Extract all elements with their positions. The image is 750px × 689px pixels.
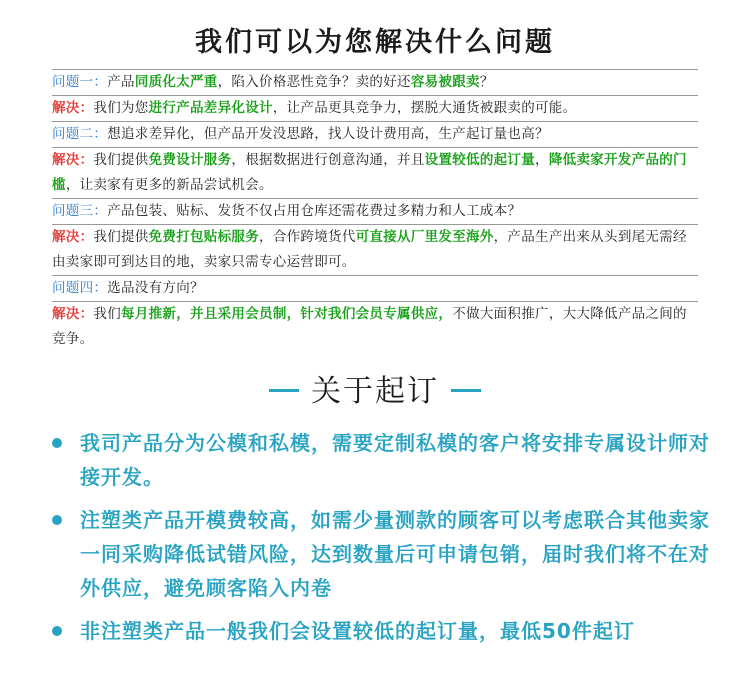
question-label: 问题四： [52,280,108,296]
question-2 [52,122,698,147]
answer-4 [52,302,698,352]
qa-list [52,69,698,352]
question-3 [52,199,698,224]
question-label: 问题三： [52,203,108,219]
list-item-text: 注塑类产品开模费较高，如需少量测款的顾客可以考虑联合其他卖家一同采购降低试错风险，达到数量后可申请包销，届时我们将不在对外供应，避免顾客陷入内卷 [80,508,710,600]
answer-text: 我们提供 [93,152,149,168]
answer-label: 解决： [52,152,94,168]
list-item-text: 我司产品分为公模和私模，需要定制私模的客户将安排专属设计师对接开发。 [80,431,710,489]
answer-text: ，合作跨境货代 [259,229,356,245]
question-text: 产品包装、贴标、发货不仅占用仓库还需花费过多精力和人工成本？ [107,203,522,219]
bullet-dot-icon [52,626,62,636]
list-item [52,614,712,648]
answer-highlight: 降低卖家开发产品的门槛 [52,152,687,193]
list-item [52,503,712,605]
answer-highlight: 免费打包贴标服务 [148,229,260,245]
question-1 [52,70,698,95]
answer-text: ，根据数据进行创意沟通，并且 [231,152,425,168]
bullet-dot-icon [52,438,62,448]
question-text: 选品没有方向？ [107,280,204,296]
bullet-list [52,426,712,657]
answer-text: ，产品生产出来从头到尾无需经由卖家即可到达目的地，卖家只需专心运营即可。 [52,229,687,270]
section-title-text: 关于起订 [311,374,439,409]
answer-text: 我们为您 [93,100,149,116]
answer-highlight: 每月推新，并且采用会员制，针对我们会员专属供应， [121,306,453,322]
answer-highlight: 设置较低的起订量 [424,152,536,168]
answer-highlight: 免费设计服务 [148,152,232,168]
question-4 [52,276,698,301]
question-text: ，陷入价格恶性竞争？卖的好还 [217,74,411,90]
answer-text: ，让产品更具竞争力，摆脱大通货被跟卖的可能。 [272,100,577,116]
section-title [0,366,750,410]
answer-text: 我们 [93,306,122,322]
answer-highlight: 可直接从厂里发至海外 [355,229,494,245]
question-text: 想追求差异化，但产品开发没思路，找人设计费用高，生产起订量也高？ [107,126,549,142]
answer-text: 我们提供 [93,229,149,245]
answer-label: 解决： [52,306,94,322]
question-text: 产品 [107,74,135,90]
question-text: ？ [479,74,494,90]
title-dash-right [451,389,481,392]
page-title: 我们可以为您解决什么问题 [195,27,555,58]
answer-text: ，让卖家有更多的新品尝试机会。 [65,177,273,193]
answer-text: ， [535,152,549,168]
question-highlight: 容易被跟卖 [410,74,480,90]
list-item [52,426,712,494]
question-label: 问题二： [52,126,108,142]
answer-3 [52,225,698,275]
answer-label: 解决： [52,229,94,245]
question-highlight: 同质化太严重 [134,74,218,90]
answer-2 [52,148,698,198]
answer-text: 不做大面积推广，大大降低产品之间的竞争。 [52,306,687,347]
question-label: 问题一： [52,74,108,90]
bullet-dot-icon [52,515,62,525]
list-item-text: 非注塑类产品一般我们会设置较低的起订量，最低50件起订 [80,619,635,643]
title-dash-left [269,389,299,392]
answer-1 [52,96,698,121]
answer-label: 解决： [52,100,94,116]
answer-highlight: 进行产品差异化设计 [148,100,273,116]
